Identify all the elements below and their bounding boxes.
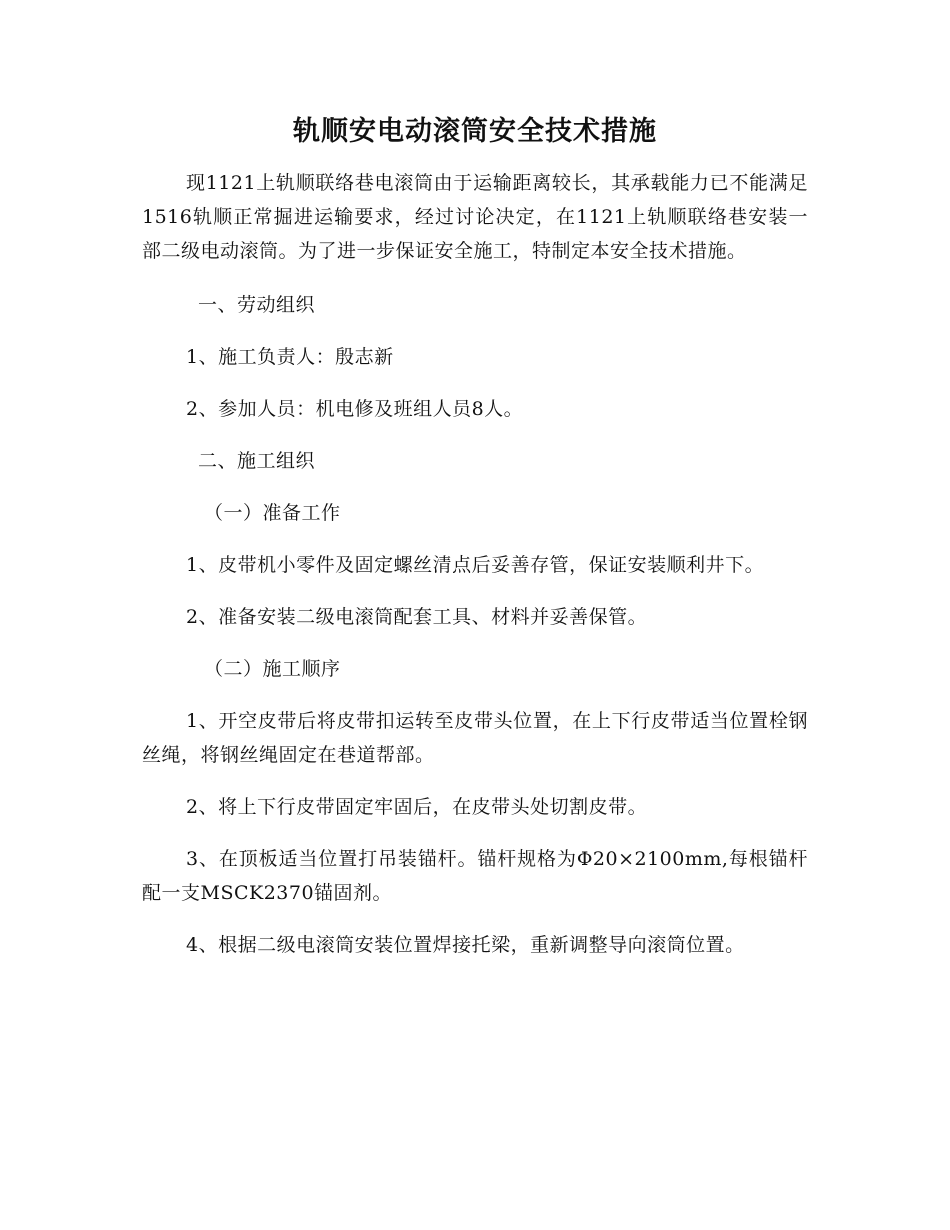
sequence-item-4: 4、根据二级电滚筒安装位置焊接托梁，重新调整导向滚筒位置。 bbox=[186, 934, 745, 956]
subsection-heading-sequence: （二）施工顺序 bbox=[204, 658, 341, 680]
subsection-heading-preparation: （一）准备工作 bbox=[204, 502, 341, 524]
section-heading-construction: 二、施工组织 bbox=[198, 450, 316, 472]
item-participants: 2、参加人员：机电修及班组人员8人。 bbox=[186, 398, 524, 420]
item-responsible-person: 1、施工负责人：殷志新 bbox=[186, 346, 394, 368]
sequence-item-3: 3、在顶板适当位置打吊装锚杆。锚杆规格为Φ20×2100mm,每根锚杆配一支MSCK2370锚固剂。 bbox=[142, 848, 808, 904]
document-title: 轨顺安电动滚筒安全技术措施 bbox=[293, 116, 657, 147]
section-heading-labor: 一、劳动组织 bbox=[198, 294, 316, 316]
sequence-item-1: 1、开空皮带后将皮带扣运转至皮带头位置，在上下行皮带适当位置栓钢丝绳，将钢丝绳固定在巷道帮部。 bbox=[142, 710, 808, 766]
sequence-item-2: 2、将上下行皮带固定牢固后，在皮带头处切割皮带。 bbox=[186, 796, 648, 818]
intro-paragraph: 现1121上轨顺联络巷电滚筒由于运输距离较长，其承载能力已不能满足1516轨顺正常掘进运输要求，经过讨论决定，在1121上轨顺联络巷安装一部二级电动滚筒。为了进一步保证安全施工，特制定本安全技术措施。 bbox=[142, 172, 808, 262]
prep-item-1: 1、皮带机小零件及固定螺丝清点后妥善存管，保证安装顺利井下。 bbox=[186, 554, 765, 576]
document-body bbox=[142, 166, 808, 980]
prep-item-2: 2、准备安装二级电滚筒配套工具、材料并妥善保管。 bbox=[186, 606, 648, 628]
